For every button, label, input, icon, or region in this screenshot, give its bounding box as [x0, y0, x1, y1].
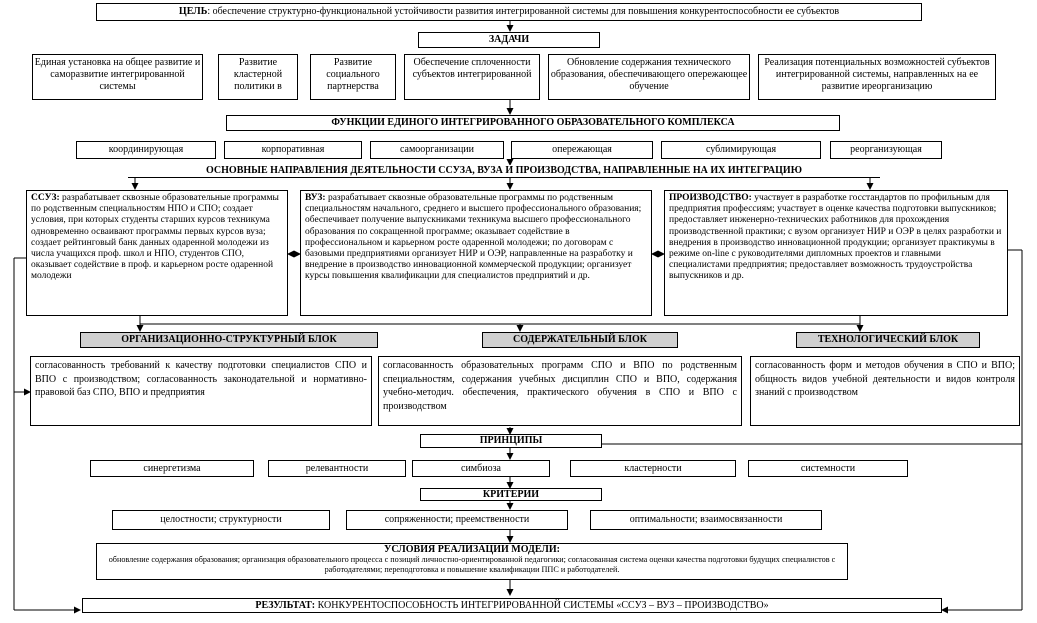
- task-box: Реализация потенциальных возможностей субъектов интегрированной системы, направленных на ее развитие иреорганизацию: [758, 54, 996, 100]
- directions-header: ОСНОВНЫЕ НАПРАВЛЕНИЯ ДЕЯТЕЛЬНОСТИ ССУЗА, ВУЗА И ПРОИЗВОДСТВА, НАПРАВЛЕННЫЕ НА ИХ ИНТЕГРАЦИЮ: [128, 165, 880, 178]
- criteria-header: КРИТЕРИИ: [420, 488, 602, 501]
- tasks-header: ЗАДАЧИ: [418, 32, 600, 48]
- goal-box: [96, 3, 922, 21]
- function-item: реорганизующая: [830, 141, 942, 159]
- principle-item: системности: [748, 460, 908, 477]
- goal-label: ЦЕЛЬ: [178, 6, 208, 17]
- vuz-label: ВУЗ:: [305, 193, 326, 203]
- criteria-item: сопряженности; преемственности: [346, 510, 568, 530]
- task-box: Единая установка на общее развитие и саморазвитие интегрированной системы: [32, 54, 203, 100]
- task-box: Обеспечение сплоченности субъектов интегрированной: [404, 54, 540, 100]
- result-box: [82, 598, 942, 613]
- ssuz-box: [26, 190, 288, 316]
- function-item: координирующая: [76, 141, 216, 159]
- goal-text: : обеспечение структурно-функциональной устойчивости развития интегрированной системы для повышения конкурентоспособности ее субъектов: [207, 6, 840, 17]
- block-text-content: согласованность образовательных программ СПО и ВПО по родственным специальностям, содержания учебных дисциплин СПО и ВПО, содержания учебно-методич. обеспечения, практического обучения в СПО и ВПО с производством: [378, 356, 742, 426]
- vuz-text: разрабатывает сквозные образовательные программы по родственным специальностям начального, среднего и высшего профессионального образования; обеспечивает получение выпускниками техникума высшего профессионального образования по сокращенной программе; оказывает содействие в профессиональном и карьерном росте одаренной молодежи; по договорам с базовыми предприятиями организует НИР и ОЭР, направленные на разработку и внедрение в производство инновационной коммерческой продукции; организует курсы повышения квалификации для специалистов предприятий и др.: [305, 193, 642, 282]
- task-box: Развитие социального партнерства: [310, 54, 396, 100]
- criteria-item: целостности; структурности: [112, 510, 330, 530]
- production-label: ПРОИЗВОДСТВО:: [669, 193, 752, 203]
- block-header-technological: ТЕХНОЛОГИЧЕСКИЙ БЛОК: [796, 332, 980, 348]
- principle-item: кластерности: [570, 460, 736, 477]
- production-text: участвует в разработке госстандартов по профильным для предприятия профессиям; участвует в оценке качества подготовки выпускников; предоставляет инженерно-технических работников для прохождения производственной практики; с вузом организует НИР и ОЭР в целях разработки и внедрения в производство инновационной продукции; организует практикумы в режиме on-line с руководителями дипломных проектов и главными специалистами предприятия; предоставляет возможность трудоустройства выпускников и др.: [669, 193, 1002, 282]
- result-text: КОНКУРЕНТОСПОСОБНОСТЬ ИНТЕГРИРОВАННОЙ СИСТЕМЫ «ССУЗ – ВУЗ – ПРОИЗВОДСТВО»: [315, 600, 769, 611]
- block-header-content: СОДЕРЖАТЕЛЬНЫЙ БЛОК: [482, 332, 678, 348]
- block-header-organizational: ОРГАНИЗАЦИОННО-СТРУКТУРНЫЙ БЛОК: [80, 332, 378, 348]
- function-item: самоорганизации: [370, 141, 504, 159]
- vuz-box: [300, 190, 652, 316]
- block-text-technological: согласованность форм и методов обучения в СПО и ВПО; общность видов учебной деятельности и видов контроля знаний с производством: [750, 356, 1020, 426]
- principle-item: синергетизма: [90, 460, 254, 477]
- conditions-text: обновление содержания образования; организация образовательного процесса с позиций личностно-ориентированной педагогики; согласованная система оценки качества подготовки будущих специалистов с работодателями; переподготовка и повышение квалификации ППС и работодателей.: [108, 555, 836, 574]
- function-item: корпоративная: [224, 141, 362, 159]
- conditions-box: [96, 543, 848, 580]
- task-box: Обновление содержания технического образования, обеспечивающего опережающее обучение: [548, 54, 750, 100]
- block-text-organizational: согласованность требований к качеству подготовки специалистов СПО и ВПО с производством; согласованность законодательной и нормативно-правовой баз СПО, ВПО и предприятия: [30, 356, 372, 426]
- function-item: опережающая: [511, 141, 653, 159]
- functions-header: ФУНКЦИИ ЕДИНОГО ИНТЕГРИРОВАННОГО ОБРАЗОВАТЕЛЬНОГО КОМПЛЕКСА: [226, 115, 840, 131]
- criteria-item: оптимальности; взаимосвязанности: [590, 510, 822, 530]
- conditions-header: УСЛОВИЯ РЕАЛИЗАЦИИ МОДЕЛИ:: [384, 544, 560, 555]
- principles-header: ПРИНЦИПЫ: [420, 434, 602, 448]
- result-label: РЕЗУЛЬТАТ:: [255, 600, 316, 611]
- function-item: сублимирующая: [661, 141, 821, 159]
- production-box: [664, 190, 1008, 316]
- ssuz-label: ССУЗ:: [31, 193, 60, 203]
- task-box: Развитие кластерной политики в: [218, 54, 298, 100]
- principle-item: симбиоза: [412, 460, 550, 477]
- ssuz-text: разрабатывает сквозные образовательные программы по родственным специальностям НПО и СПО; создает условия, при которых студенты старших курсов техникума одновременно осваивают программы первых курсов вуза; создает рейтинговый банк данных одаренной молодежи из числа учащихся проф. школ и НПО, студентов СПО, оказывает содействие в проф. и карьерном росте одаренной молодежи: [31, 193, 279, 282]
- principle-item: релевантности: [268, 460, 406, 477]
